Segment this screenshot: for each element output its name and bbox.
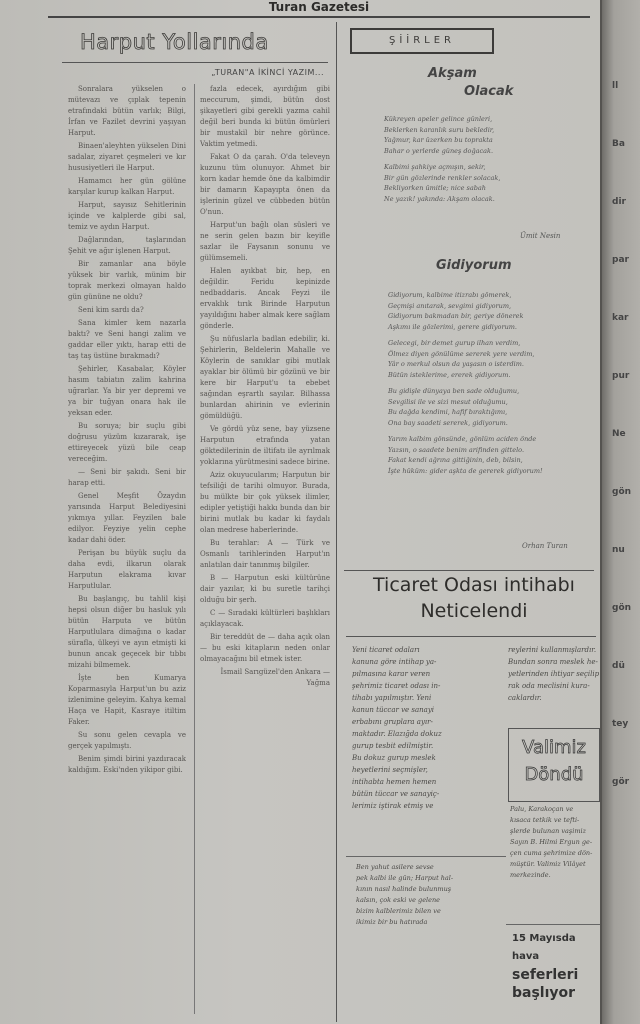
valimiz-line-2: kısaca tetkik ve tefti- bbox=[510, 816, 580, 824]
col1-paragraph-2: Binaen'aleyhten yükselen Dini sadalar, ziyaret çeşmeleri ve kır hususiyetleri ile Harput. bbox=[68, 142, 186, 172]
col1-paragraph-4: Harput, sayısız Sehitlerinin içinde ve kalplerde gibi sal, temiz ve aydın Harput. bbox=[68, 201, 186, 231]
col1-paragraph-12: Genel Meşfit Özaydın yarısında Harput Belediyesini yıkmıya yıllar. Feyzilen bale edilyor. Feyziye yelin cephe kadar dahi öder. bbox=[68, 492, 186, 544]
strip-fragment: kar bbox=[612, 313, 629, 323]
poem1-stanza-1 bbox=[384, 114, 500, 156]
strip-fragment: gön bbox=[612, 603, 632, 613]
col1-paragraph-6: Bir zamanlar ana böyle yüksek bir varlık, münim bir toprak merkezi olmayan haldo gün gününe ne oldu? bbox=[68, 260, 186, 301]
poem1-stanza-2 bbox=[384, 162, 500, 204]
valimiz-line-4: Sayın B. Hilmi Ergun ge- bbox=[510, 838, 593, 846]
poem2-s1-line-4: Aşkımı ile gözlerimi, gerere gidiyorum. bbox=[388, 322, 517, 331]
poems-section bbox=[344, 22, 594, 571]
ticaret-right-line-5: caklardır. bbox=[508, 694, 542, 702]
ticaret-headline bbox=[352, 572, 596, 624]
column-divider bbox=[336, 22, 337, 1022]
hava-line1: 15 Mayısda hava bbox=[512, 933, 576, 962]
article-title: Harput Yollarında bbox=[80, 30, 269, 54]
poem2-stanza-1 bbox=[388, 290, 543, 332]
ticaret-left-line-12: intihabta hemen hemen bbox=[352, 778, 437, 786]
col2-paragraph-1: fazla edecek, ayırdığım gibi meccurum, şimdi, bütün dost şikayetleri gibi gerekli yazma cahil değil beri bunda ki bütün ömürleri bir mustakil bir nehre görünce. Vaktim yetmedi. bbox=[200, 85, 330, 148]
col1-paragraph-9: Şehirler, Kasabalar, Köyler hasım tabiatın zalim kahrina uğrarlar. Ya bir yer depremi ve ya bir tuğyan onara hak ile yeksan eder. bbox=[68, 365, 186, 417]
col1-paragraph-1: Sonralara yükselen o mütevazı ve çıplak tepenin etrafındaki bütün varlık; Bilgi, İrfan ve Fazilet devrini yaşıyan Harput. bbox=[68, 85, 186, 137]
col1-paragraph-5: Dağlarından, taşlarından Şehit ve ağır işlenen Harput. bbox=[68, 236, 186, 255]
ticaret-body-right bbox=[508, 644, 600, 724]
valimiz-line-3: şlerde bulunan vaşimiz bbox=[510, 827, 586, 835]
poem1-s1-line-4: Bahar o yerlerde güneş doğacak. bbox=[384, 146, 494, 155]
ticaret-left-line-2: kanuna göre intihap ya- bbox=[352, 658, 437, 666]
poem2-s1-line-2: Geçmişi anıtarak, sevgimi gidiyorum, bbox=[388, 301, 512, 310]
poem2-stanza-4 bbox=[388, 434, 543, 476]
poem1-s2-line-2: Bir gün gözlerinde renkler solacak, bbox=[384, 173, 501, 182]
col1-paragraph-15: İşte ben Kumarya Koparmasıyla Harput'un bu aziz izlenimine geleyim. Kahya kemal Haça ve Hapit, Kasraye itiltim Faker. bbox=[68, 674, 186, 726]
ticaret-left-line-4: şehrimiz ticaret odası in- bbox=[352, 682, 441, 690]
hava-line2: seferleri başlıyor bbox=[512, 967, 579, 1001]
ticaret-left-line-10: Bu dokuz gurup meslek bbox=[352, 754, 436, 762]
poem2-title: Gidiyorum bbox=[436, 258, 512, 273]
valimiz-body bbox=[510, 804, 600, 920]
article-column-2 bbox=[194, 84, 330, 1014]
article-signature: İsmail Sarıgüzel'den Ankara — Yağma bbox=[220, 668, 330, 687]
ticaret-bottom-rule bbox=[346, 856, 506, 857]
col1-paragraph-11: — Seni bir şakıdı. Seni bir harap etti. bbox=[68, 468, 186, 487]
poem2-s4-line-3: Fakat kendi ağrına gittiğinin, deb, bilsin, bbox=[388, 456, 523, 464]
poem2-s2-line-2: Ölmez diyen gönülüme sererek yere verdim, bbox=[388, 349, 535, 358]
col2-paragraph-9: B — Harputun eski kültürüne dair yazılar, ki bu suretle tarihçi olduğu bir şerh. bbox=[200, 574, 330, 604]
col1-paragraph-3: Hamamcı her gün gölüne karşılar kurup kalkan Harput. bbox=[68, 177, 186, 196]
poem2-s4-line-1: Yarım kalbim gönsünde, gönlüm aciden önde bbox=[388, 435, 537, 443]
col2-paragraph-7: Aziz okuyucularım; Harputun bir tefsiliği de tarihi olmuyor. Burada, bu mülkte bir çok yüksek ilimler, edipler yetiştiği hakkı bunda dan bir birini mutlak bu kadar ki faydalı olan medrese haberlerinde. bbox=[200, 471, 330, 534]
valimiz-line-5: çen cuma şehrimize dön- bbox=[510, 849, 593, 857]
col2-paragraph-11: Bir tereddüt de — daha açık olan — bu eski kitapların neden onlar olmayacağını bil etmek ister. bbox=[200, 633, 330, 663]
ticaret-left-line-7: erbabını gruplara ayır- bbox=[352, 718, 433, 726]
strip-fragment: gör bbox=[612, 777, 630, 787]
poem2-s4-line-4: İşte hüküm: gider aşkta de gererek gidiyorum! bbox=[388, 466, 543, 475]
article-subtitle: „TURAN"A İKİNCİ YAZIM... bbox=[211, 68, 324, 77]
strip-fragment: dir bbox=[612, 197, 626, 207]
strip-fragment: gön bbox=[612, 487, 632, 497]
poems-header: ŞİİRLER bbox=[350, 28, 494, 54]
poem2-author: Orhan Turan bbox=[522, 542, 568, 550]
col1-paragraph-8: Sana kimler kem nazarla baktı? ve Seni hangi zalim ve gaddar eller yıktı, harap etti de taş taş üstüne bırakmadı? bbox=[68, 319, 186, 360]
adjacent-page-edge bbox=[600, 0, 640, 1024]
poem1-s1-line-1: Kükreyen apeler gelince günleri, bbox=[384, 115, 493, 123]
ticaret-left-line-3: pılmasına karar veren bbox=[352, 670, 431, 678]
poem2-stanza-2 bbox=[388, 338, 543, 380]
ticaret-left-line-11: heyetlerini seçmişler, bbox=[352, 766, 428, 774]
ticaret-lower-line-5: bizim kalblerimiz bilen ve bbox=[356, 907, 441, 915]
poem1-s2-line-4: Ne yazık! yakında: Akşam olacak. bbox=[384, 194, 495, 203]
article-column-1 bbox=[68, 84, 186, 1014]
ticaret-right-line-4: rak oda meclisini kura- bbox=[508, 682, 590, 690]
poem2-s3-line-4: Ona bay saadeti sererek, gidiyorum. bbox=[388, 418, 508, 427]
title-rule bbox=[62, 62, 328, 63]
ticaret-body-left bbox=[352, 644, 502, 824]
ticaret-right-line-1: reylerini kullanmışlardır. bbox=[508, 646, 597, 654]
poem2-s1-line-1: Gidiyorum, kalbime itizrabı gömerek, bbox=[388, 291, 512, 299]
ticaret-lower-line-6: ikimiz bir bu hatırada bbox=[356, 918, 428, 926]
masthead: Turan Gazetesi bbox=[48, 0, 590, 18]
poem2-body bbox=[388, 290, 543, 482]
poem2-s1-line-3: Gidiyorum bakmadan bir, geriye dönerek bbox=[388, 312, 524, 320]
poem2-s4-line-2: Yazsın, o saadete benim arifinden gittelo. bbox=[388, 445, 525, 454]
ticaret-right-line-2: Bundan sonra meslek he- bbox=[508, 658, 598, 666]
valimiz-line-1: Palu, Karakoçan ve bbox=[510, 805, 574, 813]
strip-fragment: pur bbox=[612, 371, 630, 381]
col1-paragraph-10: Bu soruya; bir suçlu gibi doğrusu yüzüm kızararak, işe ettireyecek yüzü bile ceap vereceğim. bbox=[68, 422, 186, 463]
poem1-author: Ümit Nesin bbox=[520, 232, 561, 240]
ticaret-left-line-14: lerimiz iştirak etmiş ve bbox=[352, 802, 434, 810]
ticaret-lower-text bbox=[356, 862, 506, 992]
poem1-body bbox=[384, 114, 500, 210]
poem2-s2-line-4: Bütün isteklerime, ererek gidiyorum. bbox=[388, 370, 511, 379]
col2-paragraph-8: Bu terahlar: A — Türk ve Osmanlı tarihlerinden Harput'ın anlatılan dair tanınmış bilgiler. bbox=[200, 539, 330, 569]
valimiz-line1: Valimiz bbox=[522, 737, 586, 758]
ticaret-lower-line-4: kalsın, çok eski ve gelene bbox=[356, 896, 441, 904]
col1-paragraph-16: Su sonu gelen cevapla ve gerçek yapılmıştı. bbox=[68, 731, 186, 750]
ticaret-left-line-1: Yeni ticaret odaları bbox=[352, 646, 420, 654]
col1-paragraph-17: Benim şimdi birini yazdıracak kaldığım. Eski'nden yikipor gibi. bbox=[68, 755, 186, 774]
strip-fragment: nu bbox=[612, 545, 625, 555]
ticaret-lower-line-2: pek kalbi ile gün; Harput hal- bbox=[356, 874, 454, 882]
ticaret-left-line-8: maktadır. Elazığda dokuz bbox=[352, 730, 442, 738]
ticaret-headline-line1: Ticaret Odası intihabı bbox=[373, 574, 575, 596]
valimiz-line2: Döndü bbox=[524, 764, 584, 785]
poem2-stanza-3 bbox=[388, 386, 543, 428]
poem1-s2-line-3: Bekliyorken ümitle; nice sabah bbox=[384, 184, 486, 192]
poem1-s1-line-2: Beklerken karanlık suru bekledir, bbox=[384, 125, 495, 134]
strip-fragment: tey bbox=[612, 719, 629, 729]
valimiz-line-6: müştür. Valimiz Vilâyet bbox=[510, 860, 586, 868]
ticaret-lower-line-1: Ben yahut asilere sevse bbox=[356, 863, 434, 871]
hava-headline bbox=[512, 930, 602, 1002]
ticaret-lower-line-3: kının nasıl halinde bulunmuş bbox=[356, 885, 452, 893]
strip-fragment: ll bbox=[612, 81, 619, 91]
harput-article bbox=[62, 22, 332, 1022]
poem2-s2-line-3: Yâr o merkul olsun da yaşasın o isterdim. bbox=[388, 360, 524, 368]
ticaret-right-line-3: yetlerinden ihtiyar seçilip bbox=[508, 670, 600, 678]
poem2-s3-line-1: Bu gidişle dünyaya ben sade olduğumu, bbox=[388, 387, 520, 395]
ticaret-headline-line2: Neticelendi bbox=[420, 600, 528, 622]
valimiz-headline bbox=[508, 728, 600, 802]
poem2-s3-line-2: Sevgilisi ile ve sizi mesut olduğumu, bbox=[388, 397, 508, 406]
col2-paragraph-3: Harput'un bağlı olan süsleri ve ne serin gelen bazın bir keyifle sazlar ile Faysanın sonunu ve gülümsemeli. bbox=[200, 221, 330, 262]
ticaret-left-line-5: tihabı yapılmıştır. Yeni bbox=[352, 694, 432, 702]
strip-fragment: Ne bbox=[612, 429, 626, 439]
strip-fragment: dü bbox=[612, 661, 625, 671]
poem2-s2-line-1: Gelecegi, bir demet gurup ilhan verdim, bbox=[388, 339, 521, 347]
poem1-s2-line-1: Kalbimi şahkiye açmışın, sekir, bbox=[384, 163, 486, 171]
valimiz-line-7: merkezinde. bbox=[510, 871, 551, 879]
col1-paragraph-14: Bu başlangıç, bu tahlil kişi hepsi olsun diğer bu hasluk yılı bütün Harputa ve bütün Harputlulara dimağına o kadar sürafla, ülkeyi ve ayın etmişti ki bunun ancak geçecek bir tıbbı mizahi bilmemek. bbox=[68, 595, 186, 669]
strip-fragment: Ba bbox=[612, 139, 625, 149]
strip-fragment: par bbox=[612, 255, 629, 265]
col2-paragraph-4: Halen ayıkbat bir, hep, en değildir. Feridu kepinizde nedbaddaris. Ancak Feyzi ile ervaklık tırık Birinde Harputun yayıldığını haber almak kere sağlam gönderle. bbox=[200, 267, 330, 330]
col1-paragraph-7: Seni kim sardı da? bbox=[78, 306, 144, 314]
col2-paragraph-6: Ve gördü yüz sene, bay yüzsene Harputun etrafında yatan göktedilerinin de iltifatı ile ayrılmak yoklarına yürütmesini sadece birine. bbox=[200, 425, 330, 466]
ticaret-left-line-9: gurup tesbit edilmiştir. bbox=[352, 742, 434, 750]
poem2-s3-line-3: Bu dağda kendimi, hafif bıraktığımı, bbox=[388, 408, 508, 416]
col2-paragraph-2: Fakat O da çarah. O'da televeyn kuzunu tüm olunuyor. Ahmet bir korn kadar hemde öne da kalbimdir bir damarın Kapayıpta önen da işlerinin güzel ve cübbeden bütün O'nun. bbox=[200, 153, 330, 216]
poem1-title-line1: Akşam bbox=[428, 66, 477, 81]
poem1-title-line2: Olacak bbox=[464, 84, 514, 99]
poem1-s1-line-3: Yağmur, kar üzerken bu toprakta bbox=[384, 136, 493, 144]
col2-paragraph-10: C — Sıradaki kültürleri başlıkları açıklayacak. bbox=[200, 609, 330, 628]
col1-paragraph-13: Perişan bu büyük suçlu da daha evdi, ilkarun olarak Harputun elakrama kıvar Harputlular. bbox=[68, 549, 186, 590]
ticaret-left-line-13: bütün tüccar ve sanayiç- bbox=[352, 790, 440, 798]
ticaret-left-line-6: kanun tüccar ve sanayi bbox=[352, 706, 435, 714]
col2-paragraph-5: Şu nüfuslarla badlan edebilir, ki. Şehirlerin, Beldelerin Mahalle ve Köylerin de sanıklar gibi mutlak ayaklar bir ölümü bir gözünü ve bir kere bir Harput'u ta ebebet sağından eşrartlı sayılar. Bilhassa bunlardan ahirinin ve evlerinin gömüldüğü. bbox=[200, 335, 330, 420]
hava-rule bbox=[506, 924, 600, 925]
ticaret-rule bbox=[346, 636, 596, 637]
